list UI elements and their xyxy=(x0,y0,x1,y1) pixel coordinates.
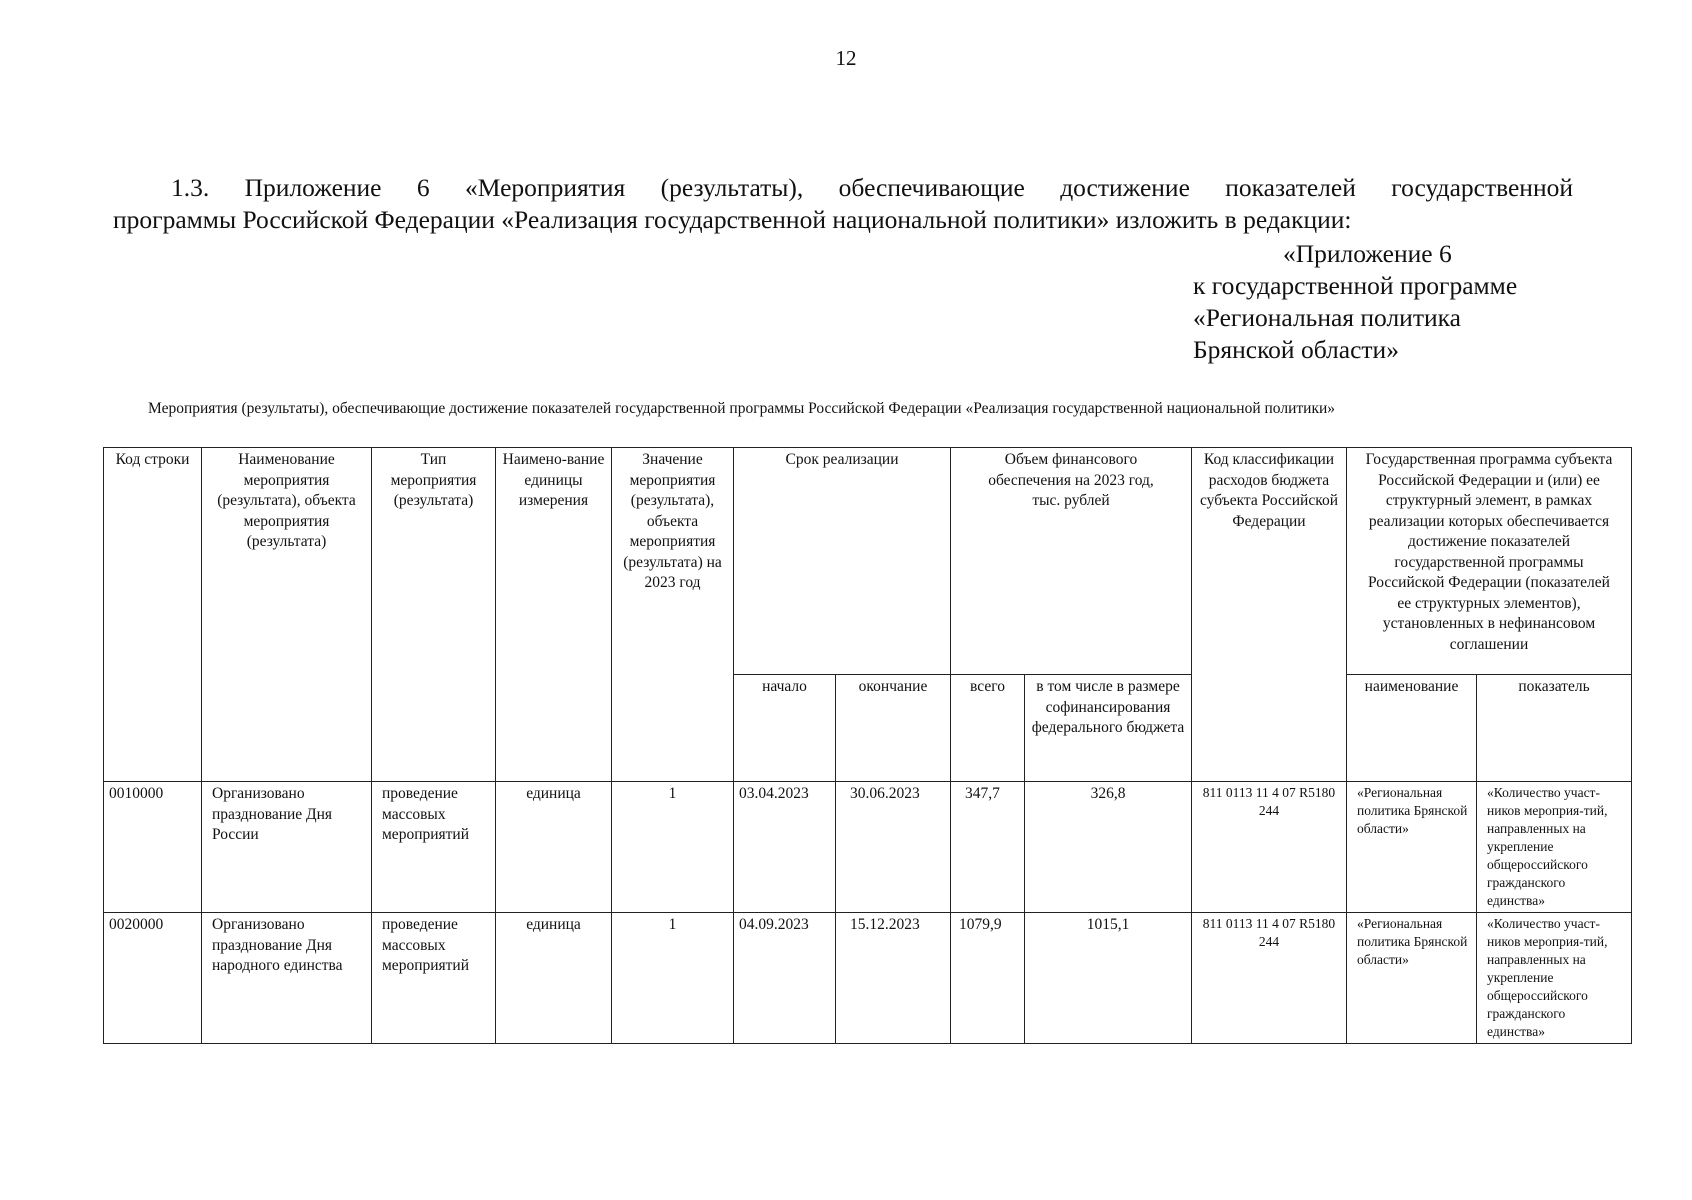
header-name: Наименование мероприятия (результата), объекта мероприятия (результата) xyxy=(202,448,372,782)
intro-line-1: 1.3. Приложение 6 «Мероприятия (результаты), обеспечивающие достижение показателей государственной xyxy=(171,173,1573,202)
header-value: Значение мероприятия (результата), объекта мероприятия (результата) на 2023 год xyxy=(612,448,734,782)
cell-value: 1 xyxy=(612,782,734,913)
cell-unit: единица xyxy=(496,782,612,913)
header-row-1 xyxy=(104,448,1632,675)
header-code: Код строки xyxy=(104,448,202,782)
cell-value: 1 xyxy=(612,913,734,1044)
header-state-program: Государственная программа субъекта Российской Федерации и (или) ее структурный элемент, в рамках реализации которых обеспечивается достижение показателей государственной программы Российской Федерации (показателей ее структурных элементов), установленных в нефинансовом соглашении xyxy=(1347,448,1632,675)
cell-type: проведение массовых мероприятий xyxy=(372,913,496,1044)
header-period: Срок реализации xyxy=(734,448,951,675)
header-sp-name: наименование xyxy=(1347,675,1477,782)
appendix-line-3: «Региональная политика xyxy=(1193,303,1461,332)
cell-budget-code: 811 0113 11 4 07 R5180 244 xyxy=(1192,782,1347,913)
cell-start: 03.04.2023 xyxy=(734,782,836,913)
cell-unit: единица xyxy=(496,913,612,1044)
cell-federal: 1015,1 xyxy=(1025,913,1192,1044)
cell-sp-name: «Региональная политика Брянской области» xyxy=(1347,913,1477,1044)
header-sp-indicator: показатель xyxy=(1477,675,1632,782)
header-finance: Объем финансового обеспечения на 2023 год, тыс. рублей xyxy=(951,448,1192,675)
cell-type: проведение массовых мероприятий xyxy=(372,782,496,913)
header-finance-federal: в том числе в размере софинансирования федерального бюджета xyxy=(1025,675,1192,782)
cell-total: 347,7 xyxy=(951,782,1025,913)
cell-end: 15.12.2023 xyxy=(836,913,951,1044)
cell-budget-code: 811 0113 11 4 07 R5180 244 xyxy=(1192,913,1347,1044)
page-number: 12 xyxy=(835,46,857,70)
appendix-line-4: Брянской области» xyxy=(1193,335,1399,364)
header-finance-total: всего xyxy=(951,675,1025,782)
intro-paragraph xyxy=(113,172,1573,236)
header-period-start: начало xyxy=(734,675,836,782)
cell-total: 1079,9 xyxy=(951,913,1025,1044)
intro-line-2: программы Российской Федерации «Реализация государственной национальной политики» изложить в редакции: xyxy=(113,205,1352,234)
cell-end: 30.06.2023 xyxy=(836,782,951,913)
header-budget-code: Код классификации расходов бюджета субъекта Российской Федерации xyxy=(1192,448,1347,782)
cell-sp-name: «Региональная политика Брянской области» xyxy=(1347,782,1477,913)
appendix-line-1: «Приложение 6 xyxy=(1283,239,1452,268)
cell-federal: 326,8 xyxy=(1025,782,1192,913)
table-row xyxy=(104,782,1632,913)
cell-name: Организовано празднование Дня России xyxy=(202,782,372,913)
cell-sp-indicator: «Количество участ-ников мероприя-тий, направленных на укрепление общероссийского гражданского единства» xyxy=(1477,782,1632,913)
activities-table xyxy=(103,447,1632,1044)
table-row xyxy=(104,913,1632,1044)
cell-start: 04.09.2023 xyxy=(734,913,836,1044)
cell-code: 0010000 xyxy=(104,782,202,913)
appendix-header xyxy=(1193,238,1517,366)
header-period-end: окончание xyxy=(836,675,951,782)
header-unit: Наимено-вание единицы измерения xyxy=(496,448,612,782)
cell-name: Организовано празднование Дня народного единства xyxy=(202,913,372,1044)
table-caption: Мероприятия (результаты), обеспечивающие достижение показателей государственной программы Российской Федерации «Реализация государственной национальной политики» xyxy=(148,400,1336,417)
cell-code: 0020000 xyxy=(104,913,202,1044)
cell-sp-indicator: «Количество участ-ников мероприя-тий, направленных на укрепление общероссийского гражданского единства» xyxy=(1477,913,1632,1044)
header-type: Тип мероприятия (результата) xyxy=(372,448,496,782)
appendix-line-2: к государственной программе xyxy=(1193,271,1518,300)
